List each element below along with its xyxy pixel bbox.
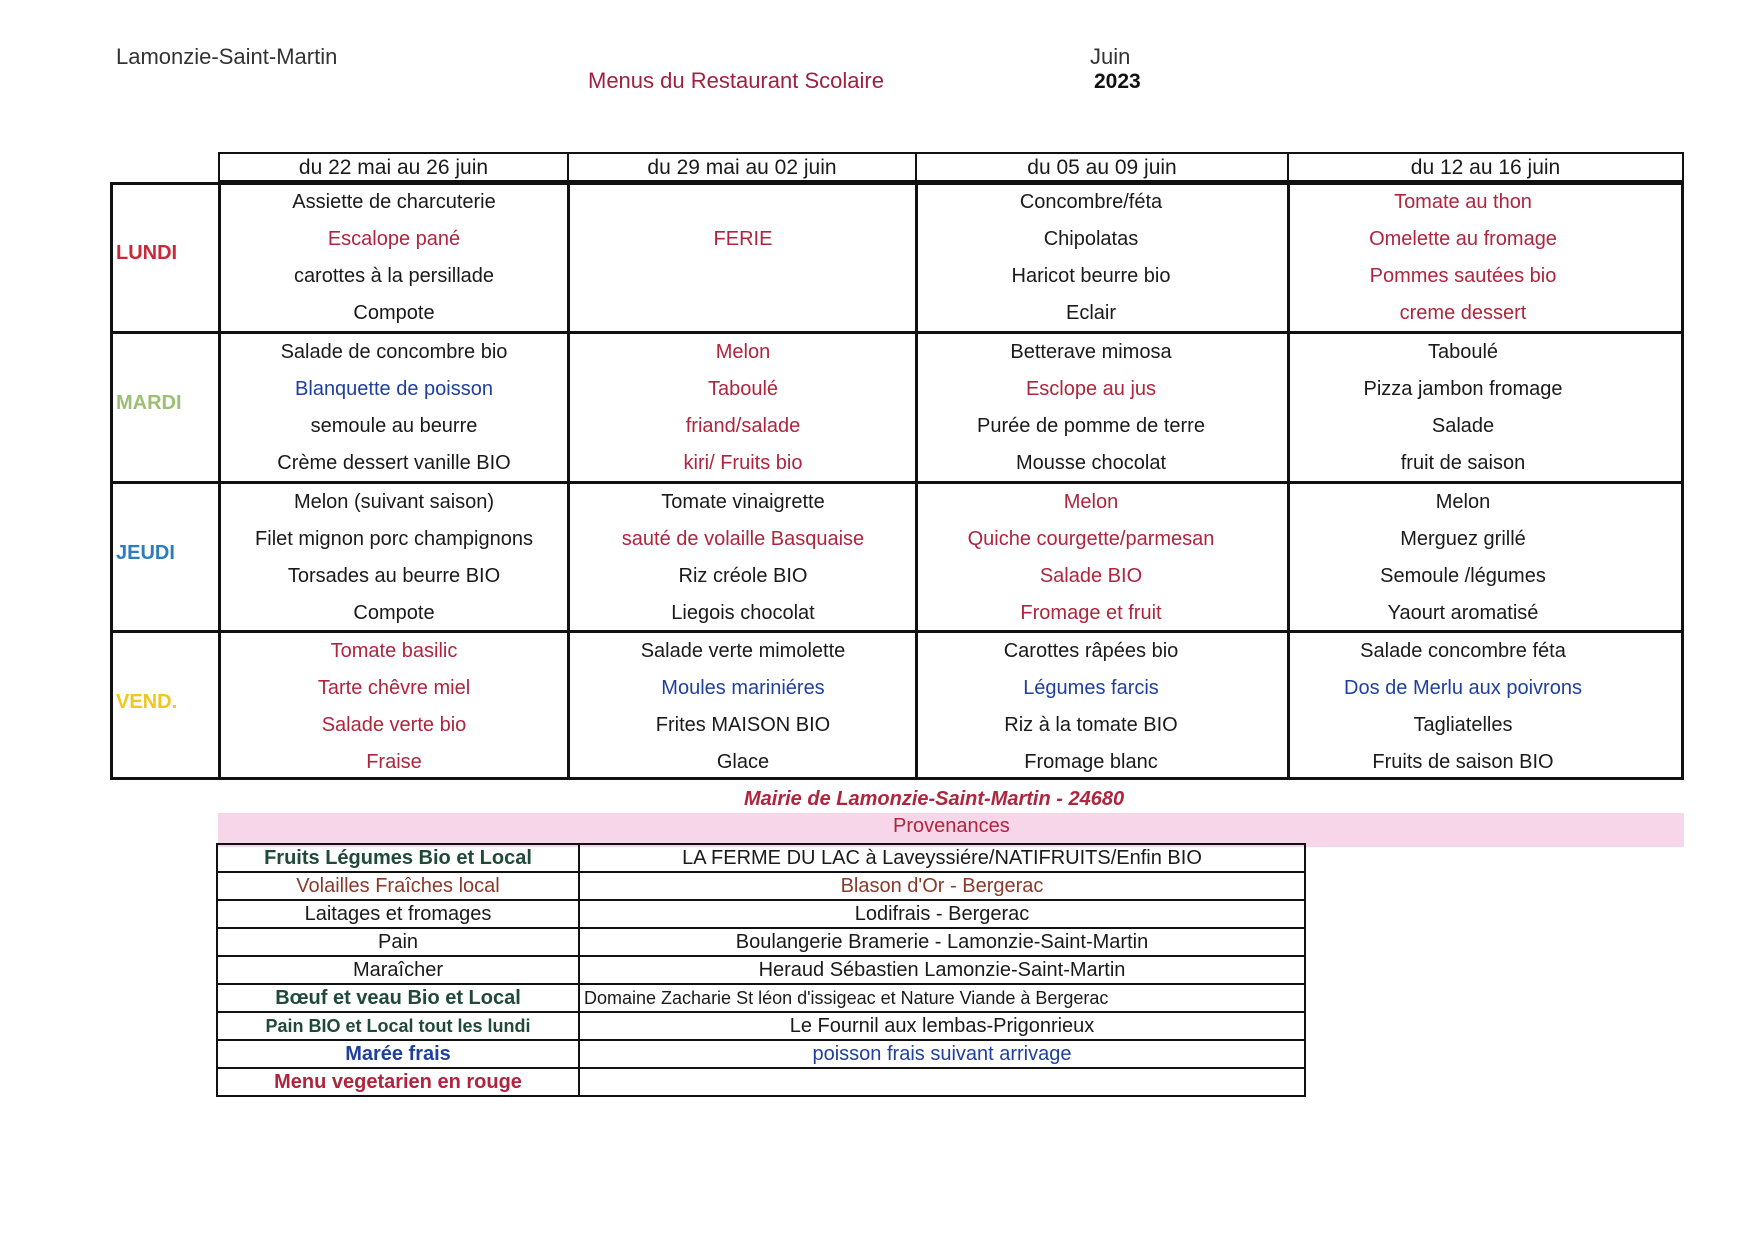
menu-item: Mousse chocolat: [1015, 452, 1167, 474]
provenance-category: Maraîcher: [217, 956, 579, 984]
menu-item: Frites MAISON BIO: [655, 714, 831, 736]
menu-cell: [1290, 184, 1636, 332]
provenance-row: [217, 984, 1305, 1012]
menu-item: creme dessert: [1399, 302, 1527, 324]
provenance-supplier: Lodifrais - Bergerac: [579, 900, 1305, 928]
menu-item: Salade BIO: [1039, 565, 1143, 587]
menu-item: Pommes sautées bio: [1369, 265, 1557, 287]
menu-item: sauté de volaille Basquaise: [621, 528, 865, 550]
week-header: du 12 au 16 juin: [1287, 152, 1684, 182]
menu-item: Tagliatelles: [1413, 714, 1513, 736]
menu-cell: [918, 484, 1264, 632]
menu-item: Crème dessert vanille BIO: [277, 452, 511, 474]
provenance-row: [217, 872, 1305, 900]
provenance-category: Pain: [217, 928, 579, 956]
menu-item: Pizza jambon fromage: [1363, 378, 1563, 400]
provenance-category: Bœuf et veau Bio et Local: [217, 984, 579, 1012]
menu-item: Chipolatas: [1043, 228, 1139, 250]
provenance-category: Laitages et fromages: [217, 900, 579, 928]
provenance-category: Pain BIO et Local tout les lundi: [217, 1012, 579, 1040]
menu-item: Moules mariniéres: [661, 677, 825, 699]
menu-item: Melon: [1435, 491, 1491, 513]
provenance-row: [217, 900, 1305, 928]
menu-cell: [1290, 334, 1636, 482]
week-header: du 22 mai au 26 juin: [218, 152, 569, 182]
day-label: VEND.: [116, 691, 178, 713]
cut-header-right-text: Juin: [1090, 44, 1131, 69]
menu-cell: [570, 184, 916, 332]
cut-header-right: [1090, 36, 1150, 69]
menu-item: Taboulé: [707, 378, 779, 400]
cut-header-left: [116, 36, 386, 69]
menu-item: Salade de concombre bio: [280, 341, 508, 363]
menu-item: Légumes farcis: [1023, 677, 1159, 699]
provenance-supplier: [579, 1068, 1305, 1096]
year: 2023: [1094, 70, 1141, 93]
menu-item: Fraise: [366, 751, 422, 773]
menu-cell: [221, 334, 567, 482]
menu-cell: [221, 484, 567, 632]
provenance-row: [217, 1012, 1305, 1040]
menu-cell: [1290, 633, 1636, 781]
menu-item: Tomate au thon: [1394, 191, 1532, 213]
menu-cell: [1290, 484, 1636, 632]
provenance-supplier: Blason d'Or - Bergerac: [579, 872, 1305, 900]
menu-cell: [918, 184, 1264, 332]
menu-item: Compote: [353, 302, 435, 324]
provenances-table: [216, 843, 1306, 1097]
mairie-caption: Mairie de Lamonzie-Saint-Martin - 24680: [744, 788, 1125, 810]
menu-item: Filet mignon porc champignons: [255, 528, 533, 550]
provenance-category: Marée frais: [217, 1040, 579, 1068]
provenance-category: Volailles Fraîches local: [217, 872, 579, 900]
menu-item: Dos de Merlu aux poivrons: [1344, 677, 1582, 699]
provenance-row: [217, 1068, 1305, 1096]
menu-item: [570, 184, 916, 221]
provenance-supplier: Heraud Sébastien Lamonzie-Saint-Martin: [579, 956, 1305, 984]
menu-item: Assiette de charcuterie: [292, 191, 496, 213]
menu-item: Glace: [716, 751, 770, 773]
menu-item: [570, 258, 916, 295]
menu-item: fruit de saison: [1400, 452, 1526, 474]
menu-item: Esclope au jus: [1025, 378, 1157, 400]
menu-item: Riz à la tomate BIO: [1004, 714, 1178, 736]
day-label: MARDI: [116, 392, 182, 414]
provenance-row: [217, 928, 1305, 956]
menu-item: FERIE: [713, 228, 773, 250]
menu-item: semoule au beurre: [310, 415, 478, 437]
menu-item: Eclair: [1065, 302, 1116, 324]
menu-item: Melon (suivant saison): [293, 491, 495, 513]
menu-item: Melon: [1063, 491, 1119, 513]
menu-item: Betterave mimosa: [1010, 341, 1172, 363]
menu-cell: [570, 334, 916, 482]
menu-item: Tarte chêvre miel: [317, 677, 471, 699]
menu-cell: [918, 633, 1264, 781]
menu-item: Torsades au beurre BIO: [287, 565, 501, 587]
menu-item: Fruits de saison BIO: [1372, 751, 1554, 773]
menu-item: friand/salade: [685, 415, 801, 437]
provenance-row: [217, 956, 1305, 984]
week-header: du 29 mai au 02 juin: [567, 152, 917, 182]
menu-item: Salade concombre féta: [1360, 640, 1566, 662]
menu-item: Yaourt aromatisé: [1387, 602, 1539, 624]
menu-item: Concombre/féta: [1019, 191, 1163, 213]
menu-item: Semoule /légumes: [1380, 565, 1546, 587]
provenance-row: [217, 844, 1305, 872]
page-title: Menus du Restaurant Scolaire: [588, 68, 884, 93]
menu-item: Carottes râpées bio: [1003, 640, 1179, 662]
menu-item: Fromage blanc: [1024, 751, 1158, 773]
day-label: LUNDI: [116, 242, 178, 264]
menu-item: Salade verte mimolette: [640, 640, 846, 662]
provenance-supplier: Boulangerie Bramerie - Lamonzie-Saint-Martin: [579, 928, 1305, 956]
provenances-title: Provenances: [893, 815, 1010, 837]
menu-item: Salade: [1431, 415, 1495, 437]
menu-item: Tomate vinaigrette: [661, 491, 825, 513]
provenance-row: [217, 1040, 1305, 1068]
provenance-supplier: poisson frais suivant arrivage: [579, 1040, 1305, 1068]
provenance-supplier: LA FERME DU LAC à Laveyssiére/NATIFRUITS/Enfin BIO: [579, 844, 1305, 872]
menu-cell: [221, 633, 567, 781]
cut-header-left-text: Lamonzie-Saint-Martin: [116, 44, 338, 69]
menu-item: Taboulé: [1427, 341, 1499, 363]
menu-item: Omelette au fromage: [1369, 228, 1557, 250]
menu-item: Escalope pané: [327, 228, 461, 250]
provenance-category: Fruits Légumes Bio et Local: [217, 844, 579, 872]
menu-item: Compote: [353, 602, 435, 624]
menu-table: [110, 152, 1690, 780]
menu-item: Salade verte bio: [321, 714, 467, 736]
menu-item: Liegois chocolat: [671, 602, 815, 624]
menu-item: carottes à la persillade: [293, 265, 495, 287]
day-label: JEUDI: [116, 542, 175, 564]
menu-item: Tomate basilic: [330, 640, 458, 662]
menu-item: Fromage et fruit: [1020, 602, 1162, 624]
menu-cell: [570, 484, 916, 632]
menu-cell: [918, 334, 1264, 482]
provenance-category: Menu vegetarien en rouge: [217, 1068, 579, 1096]
menu-cell: [570, 633, 916, 781]
week-header: du 05 au 09 juin: [915, 152, 1289, 182]
menu-cell: [221, 184, 567, 332]
provenance-supplier: Le Fournil aux lembas-Prigonrieux: [579, 1012, 1305, 1040]
menu-item: Purée de pomme de terre: [977, 415, 1205, 437]
menu-item: Quiche courgette/parmesan: [967, 528, 1215, 550]
menu-item: Merguez grillé: [1400, 528, 1526, 550]
menu-item: Melon: [715, 341, 771, 363]
menu-item: kiri/ Fruits bio: [683, 452, 803, 474]
menu-item: Blanquette de poisson: [295, 378, 493, 400]
menu-item: Haricot beurre bio: [1011, 265, 1171, 287]
menu-item: Riz créole BIO: [678, 565, 808, 587]
menu-item: [570, 295, 916, 332]
provenance-supplier: Domaine Zacharie St léon d'issigeac et Nature Viande à Bergerac: [579, 984, 1305, 1012]
